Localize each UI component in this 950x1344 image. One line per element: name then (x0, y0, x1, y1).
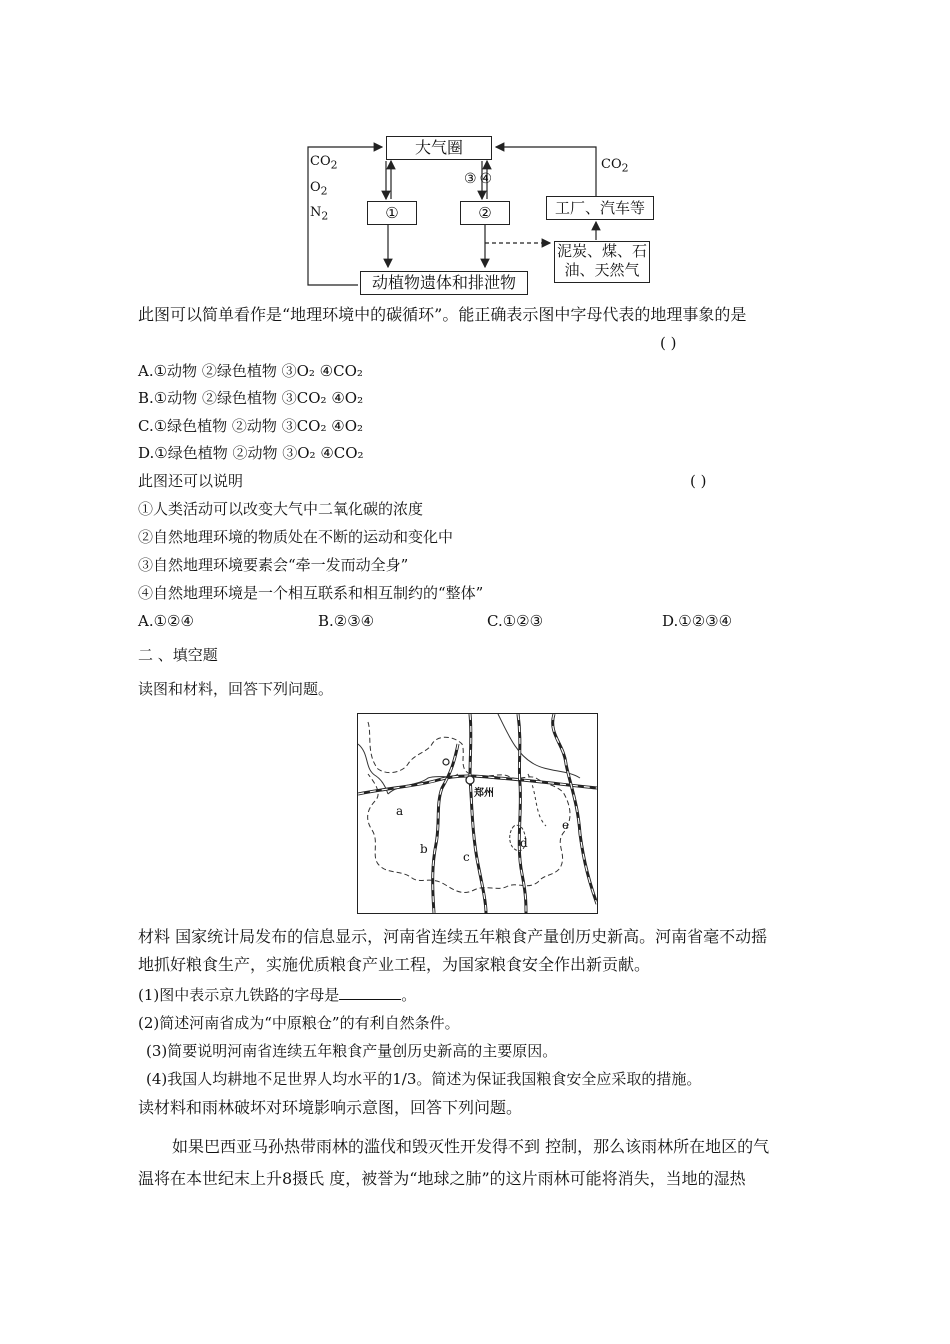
box-2: ② (460, 201, 510, 225)
map-label-e: e (562, 818, 570, 832)
q1-option-b: B.①动物 ②绿色植物 ③CO₂ ④O₂ (138, 389, 364, 407)
section-heading: 二 、填空题 (138, 646, 218, 664)
q2-choice-c: C.①②③ (487, 612, 544, 630)
q2-item-2: ②自然地理环境的物质处在不断的运动和变化中 (138, 528, 454, 546)
map-city-zhengzhou: 郑州 (474, 788, 494, 799)
left-gas-labels (310, 151, 338, 228)
co2-label: $CO_2$ (310, 154, 338, 172)
q1-answer-bracket: ( ) (660, 334, 677, 352)
map-label-b: b (420, 842, 428, 856)
q2-choice-a: A.①②④ (138, 612, 194, 630)
q2-item-4: ④自然地理环境是一个相互联系和相互制约的“整体” (138, 584, 484, 602)
paragraph-line-1: 如果巴西亚马孙热带雨林的滥伐和毁灭性开发得不到 控制，那么该雨林所在地区的气 (172, 1137, 770, 1156)
answer-blank[interactable] (339, 985, 401, 1000)
carbon-cycle-diagram (290, 125, 670, 300)
q2-stem: 此图还可以说明 (138, 472, 244, 490)
henan-railway-map (357, 713, 598, 914)
fossil-fuel-box (554, 241, 650, 283)
q1-stem: 此图可以简单看作是“地理环境中的碳循环”。能正确表示图中字母代表的地理事象的是 (138, 305, 747, 324)
q2-answer-bracket: ( ) (690, 472, 707, 490)
material-line-2: 地抓好粮食生产，实施优质粮食产业工程，为国家粮食安全作出新贡献。 (138, 955, 651, 974)
paragraph-line-2: 温将在本世纪末上升8摄氏 度，被誉为“地球之肺”的这片雨林可能将消失，当地的湿热 (138, 1169, 746, 1188)
factory-box: 工厂、汽车等 (546, 196, 654, 220)
question-4: (4)我国人均耕地不足世界人均水平的1/3。简述为保证我国粮食安全应采取的措施。 (146, 1070, 702, 1088)
question-1 (138, 985, 416, 1005)
box-1: ① (367, 201, 417, 225)
material-line-1: 材料 国家统计局发布的信息显示，河南省连续五年粮食产量创历史新高。河南省毫不动摇 (138, 927, 768, 946)
o2-label: $O_2$ (310, 179, 328, 198)
q2-item-3: ③自然地理环境要素会“牵一发而动全身” (138, 556, 409, 574)
q2-item-1: ①人类活动可以改变大气中二氧化碳的浓度 (138, 500, 424, 518)
q2-choice-d: D.①②③④ (662, 612, 733, 630)
map-drawing (358, 714, 597, 913)
arrow-labels: ③④ (464, 171, 496, 187)
q2-choice-b: B.②③④ (318, 612, 375, 630)
right-co2-label: $CO_2$ (601, 157, 629, 175)
fossil-line-2: 油、天然气 (564, 261, 640, 279)
next-intro: 读材料和雨林破坏对环境影响示意图，回答下列问题。 (138, 1098, 523, 1117)
n2-label: $N_2$ (310, 205, 329, 223)
fossil-line-1: 泥炭、煤、石 (556, 242, 647, 260)
question-2: (2)简述河南省成为“中原粮仓”的有利自然条件。 (138, 1014, 460, 1032)
section-intro: 读图和材料，回答下列问题。 (138, 680, 334, 698)
q1-option-d: D.①绿色植物 ②动物 ③O₂ ④CO₂ (138, 444, 364, 462)
atmosphere-box: 大气圈 (386, 136, 492, 160)
question-3: (3)简要说明河南省连续五年粮食产量创历史新高的主要原因。 (146, 1042, 558, 1060)
question-1-end: 。 (401, 986, 417, 1004)
map-label-a: a (396, 804, 404, 818)
map-label-d: d (520, 836, 528, 850)
remains-box: 动植物遗体和排泄物 (360, 271, 528, 295)
q1-option-a: A.①动物 ②绿色植物 ③O₂ ④CO₂ (138, 362, 363, 380)
q1-option-c: C.①绿色植物 ②动物 ③CO₂ ④O₂ (138, 417, 364, 435)
map-label-c: c (463, 850, 470, 864)
question-1-text: (1)图中表示京九铁路的字母是 (138, 986, 340, 1004)
